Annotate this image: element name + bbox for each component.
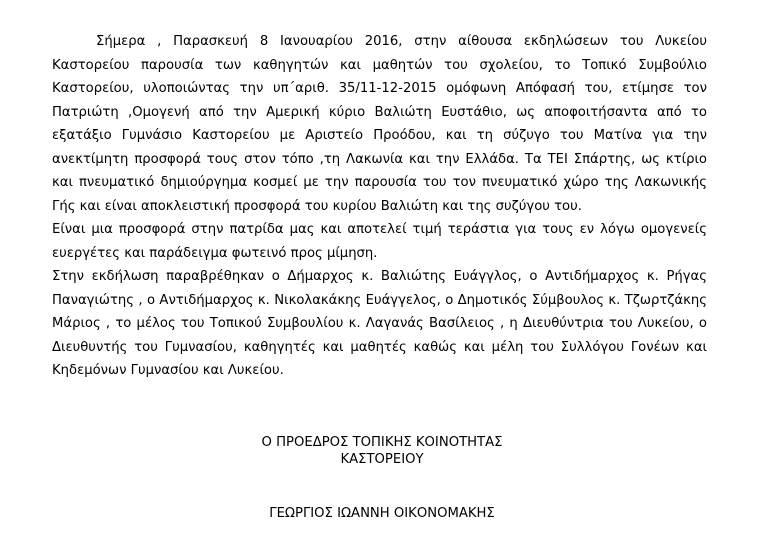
paragraph-ceremony: Σήμερα , Παρασκευή 8 Ιανουαρίου 2016, στην αίθουσα εκδηλώσεων του Λυκείου Καστορείου παρουσία των καθηγητών και μαθητών του σχολείου, το Τοπικό Συμβούλιο Καστορείου, υλοποιώντας την υπ΄αριθ. 35/11-12-2015 ομόφωνη Απόφασή του, ετίμησε τον Πατριώτη ,Ομογενή από την Αμερική κύριο Βαλιώτη Ευστάθιο, ως αποφοιτήσαντα από το εξατάξιο Γυμνάσιο Καστορείου με Αριστείο Προόδου, και τη σύζυγο του Ματίνα για την ανεκτίμητη προσφορά τους στον τόπο ,τη Λακωνία και την Ελλάδα. Τα ΤΕΙ Σπάρτης, ως κτίριο και πνευματικό δημιούργημα κοσμεί με την παρουσία του τον πνευματικό χώρο της Λακωνικής Γής και είναι αποκλειστική προσφορά του κυρίου Βαλιώτη και της συζύγου του. <box>52 34 707 214</box>
signature-name: ΓΕΩΡΓΙΟΣ ΙΩΑΝΝΗ ΟΙΚΟΝΟΜΑΚΗΣ <box>269 506 495 521</box>
signature-title <box>0 434 764 468</box>
signature-title-line1: Ο ΠΡΟΕΔΡΟΣ ΤΟΠΙΚΗΣ ΚΟΙΝΟΤΗΤΑΣ <box>261 435 503 450</box>
signature-title-line2: ΚΑΣΤΟΡΕΙΟΥ <box>340 452 424 467</box>
document-body <box>52 30 707 383</box>
paragraph-offering: Είναι μια προσφορά στην πατρίδα μας και αποτελεί τιμή τεράστια για τους εν λόγω ομογενείς ευεργέτες και παράδειγμα φωτεινό προς μίμηση. <box>52 222 707 261</box>
paragraph-attendees: Στην εκδήλωση παραβρέθηκαν ο Δήμαρχος κ. Βαλιώτης Ευάγγλος, ο Αντιδήμαρχος κ. Ρήγας Παναγιώτης , ο Αντιδήμαρχος κ. Νικολακάκης Ευάγγελος, ο Δημοτικός Σύμβουλος κ. Τζωρτζάκης Μάριος , το μέλος του Τοπικού Συμβουλίου κ. Λαγανάς Βασίλειος , η Διευθύντρια του Λυκείου, ο Διευθυντής του Γυμνασίου, καθηγητές και μαθητές καθώς και μέλη του Συλλόγου Γονέων και Κηδεμόνων Γυμνασίου και Λυκείου. <box>52 269 707 378</box>
